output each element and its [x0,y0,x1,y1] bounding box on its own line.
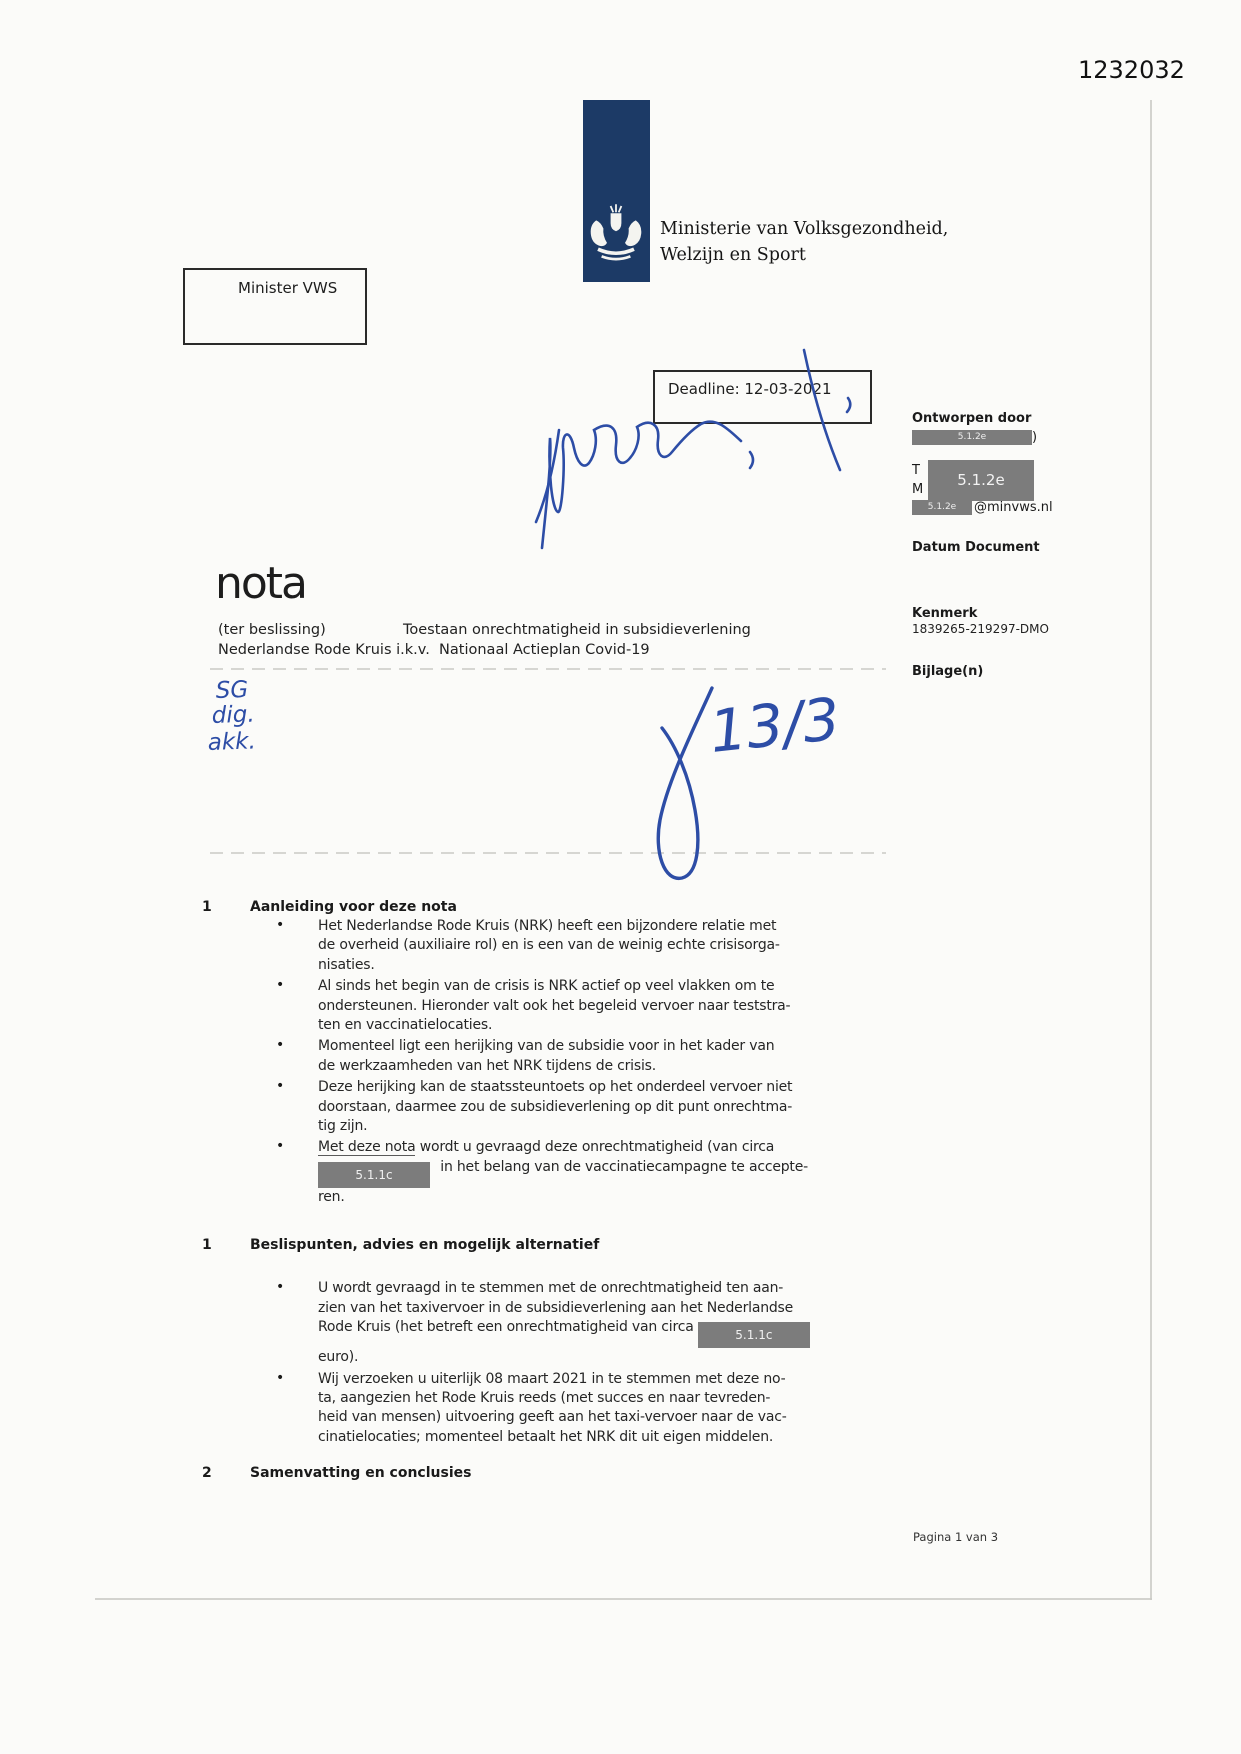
bullet-marker: • [276,1078,285,1095]
subtitle-subject: Toestaan onrechtmatigheid in subsidieverlening [403,622,751,638]
datum-document-label: Datum Document [912,540,1040,555]
phone-prefix-m: M [912,482,924,497]
handwritten-note-akk: akk. [207,728,257,756]
bullet-item [202,917,902,975]
bullet-line: euro). [318,1349,359,1366]
bullet-line: Momenteel ligt een herijking van de subsidie voor in het kader van [318,1038,775,1055]
faint-rule-top [210,668,886,670]
subtitle-subject-line2: Nederlandse Rode Kruis i.k.v. Nationaal Actieplan Covid-19 [218,642,650,658]
bullet-line: ondersteunen. Hieronder valt ook het begeleid vervoer naar teststra- [318,997,791,1014]
bullet-line: doorstaan, daarmee zou de subsidieverlening op dit punt onrechtma- [318,1098,793,1115]
rijksoverheid-crest-icon [589,202,643,264]
bullet-marker: • [276,977,285,994]
addressee-box [183,268,367,345]
email-row [912,500,1053,515]
paraph-signature [536,422,753,548]
section [202,899,902,1207]
redaction-bar: 5.1.1c [698,1322,810,1348]
bullet-item [202,1138,902,1207]
signature-loop [658,688,712,878]
bullet-line: heid van mensen) uitvoering geeft aan het taxi-vervoer naar de vac- [318,1409,787,1426]
handwritten-note-sg: SG [215,676,249,704]
page-number: Pagina 1 van 3 [913,1530,999,1544]
bullet-line: ta, aangezien het Rode Kruis reeds (met succes en naar tevreden- [318,1389,771,1406]
handwritten-notes [207,677,256,756]
bullet-text [318,1078,792,1136]
bullet-line: de overheid (auxiliaire rol) en is een van de weinig echte crisisorga- [318,937,780,954]
bullet-item [202,1279,902,1367]
bullet-line: 5.1.1c in het belang van de vaccinatiecampagne te accepte- [318,1158,808,1188]
section [202,1465,902,1481]
bullet-item [202,1078,902,1136]
bullet-line: zien van het taxivervoer in de subsidieverlening aan het Nederlandse [318,1299,794,1316]
bullet-line: U wordt gevraagd in te stemmen met de onrechtmatigheid ten aan- [318,1280,784,1297]
email-domain: @minvws.nl [974,500,1053,515]
scan-edge-bottom [95,1598,1152,1600]
document-title: nota [215,558,307,609]
section-heading [202,1237,902,1253]
bijlage-label: Bijlage(n) [912,664,984,679]
redaction-bar-phone: 5.1.2e [928,460,1034,501]
subtitle-ter-beslissing: (ter beslissing) [218,622,326,638]
bullet-marker: • [276,1138,285,1155]
bullet-line: ten en vaccinatielocaties. [318,1017,493,1034]
handwritten-date-signature [658,685,843,879]
redaction-bar: 5.1.1c [318,1162,430,1188]
scan-edge-right [1150,100,1152,1600]
bullet-marker: • [276,1037,285,1054]
section-number: 1 [202,1237,212,1254]
bullet-line: tig zijn. [318,1118,368,1135]
bullet-marker: • [276,917,285,933]
bullet-text [318,977,790,1035]
bullet-text [318,1138,808,1207]
bullet-text [318,1370,787,1448]
ontworpen-door-label: Ontworpen door [912,411,1032,426]
bullet-marker: • [276,1279,285,1296]
ministry-name-line1: Ministerie van Volksgezondheid, [660,219,949,239]
bullet-text [318,1037,774,1076]
phone-prefix-t: T [912,463,920,478]
bullet-text [318,917,780,975]
bullet-item [202,977,902,1035]
section-heading [202,1465,902,1481]
ministry-name-line2: Welzijn en Sport [660,245,806,265]
ontworpen-door-value [912,430,1037,445]
bullet-line: Deze herijking kan de staatssteuntoets op het onderdeel vervoer niet [318,1079,793,1096]
document-subtitle [218,620,838,658]
bullet-item [202,1370,902,1448]
section-title: Beslispunten, advies en mogelijk alternatief [250,1237,600,1254]
bullet-marker: • [276,1369,285,1386]
faint-rule-bottom [210,852,886,854]
redaction-bar: 5.1.2e [912,500,972,515]
bullet-line: de werkzaamheden van het NRK tijdens de crisis. [318,1057,656,1074]
doc-number: 1232032 [1078,56,1185,84]
bullet-line: Al sinds het begin van de crisis is NRK actief op veel vlakken om te [318,978,775,995]
section-title: Samenvatting en conclusies [250,1465,472,1482]
rijksoverheid-logo-bar [583,100,650,282]
bullet-line: Rode Kruis (het betreft een onrechtmatigheid van circa 5.1.1c [318,1318,816,1348]
section [202,1237,902,1447]
bullet-item [202,1037,902,1076]
kenmerk-label: Kenmerk [912,606,978,621]
ministry-name [660,216,948,268]
bullet-line: cinatielocaties; momenteel betaalt het NRK dit uit eigen middelen. [318,1428,774,1445]
section-heading [202,899,902,915]
handwritten-note-dig: dig. [211,701,256,729]
deadline-label: Deadline: 12-03-2021 [668,380,832,398]
section-number: 1 [202,899,212,915]
bullet-text [318,1279,816,1367]
redaction-bar: 5.1.2e [912,430,1032,445]
deadline-box [653,370,872,424]
bullet-line: Met deze nota wordt u gevraagd deze onrechtmatigheid (van circa [318,1139,775,1156]
kenmerk-value: 1839265-219297-DMO [912,622,1049,636]
bullet-line: Het Nederlandse Rode Kruis (NRK) heeft een bijzondere relatie met [318,918,777,934]
bullet-line: ren. [318,1188,345,1205]
handwritten-date: 13/3 [706,684,843,766]
ontworpen-suffix: ) [1032,430,1038,445]
section-number: 2 [202,1465,212,1482]
underlined-text: Met deze nota [318,1139,416,1156]
bullet-line: nisaties. [318,956,375,973]
document-body [202,899,902,1483]
bullet-line: Wij verzoeken u uiterlijk 08 maart 2021 in te stemmen met deze no- [318,1370,786,1387]
addressee-label: Minister VWS [238,279,338,297]
section-title: Aanleiding voor deze nota [250,899,457,915]
